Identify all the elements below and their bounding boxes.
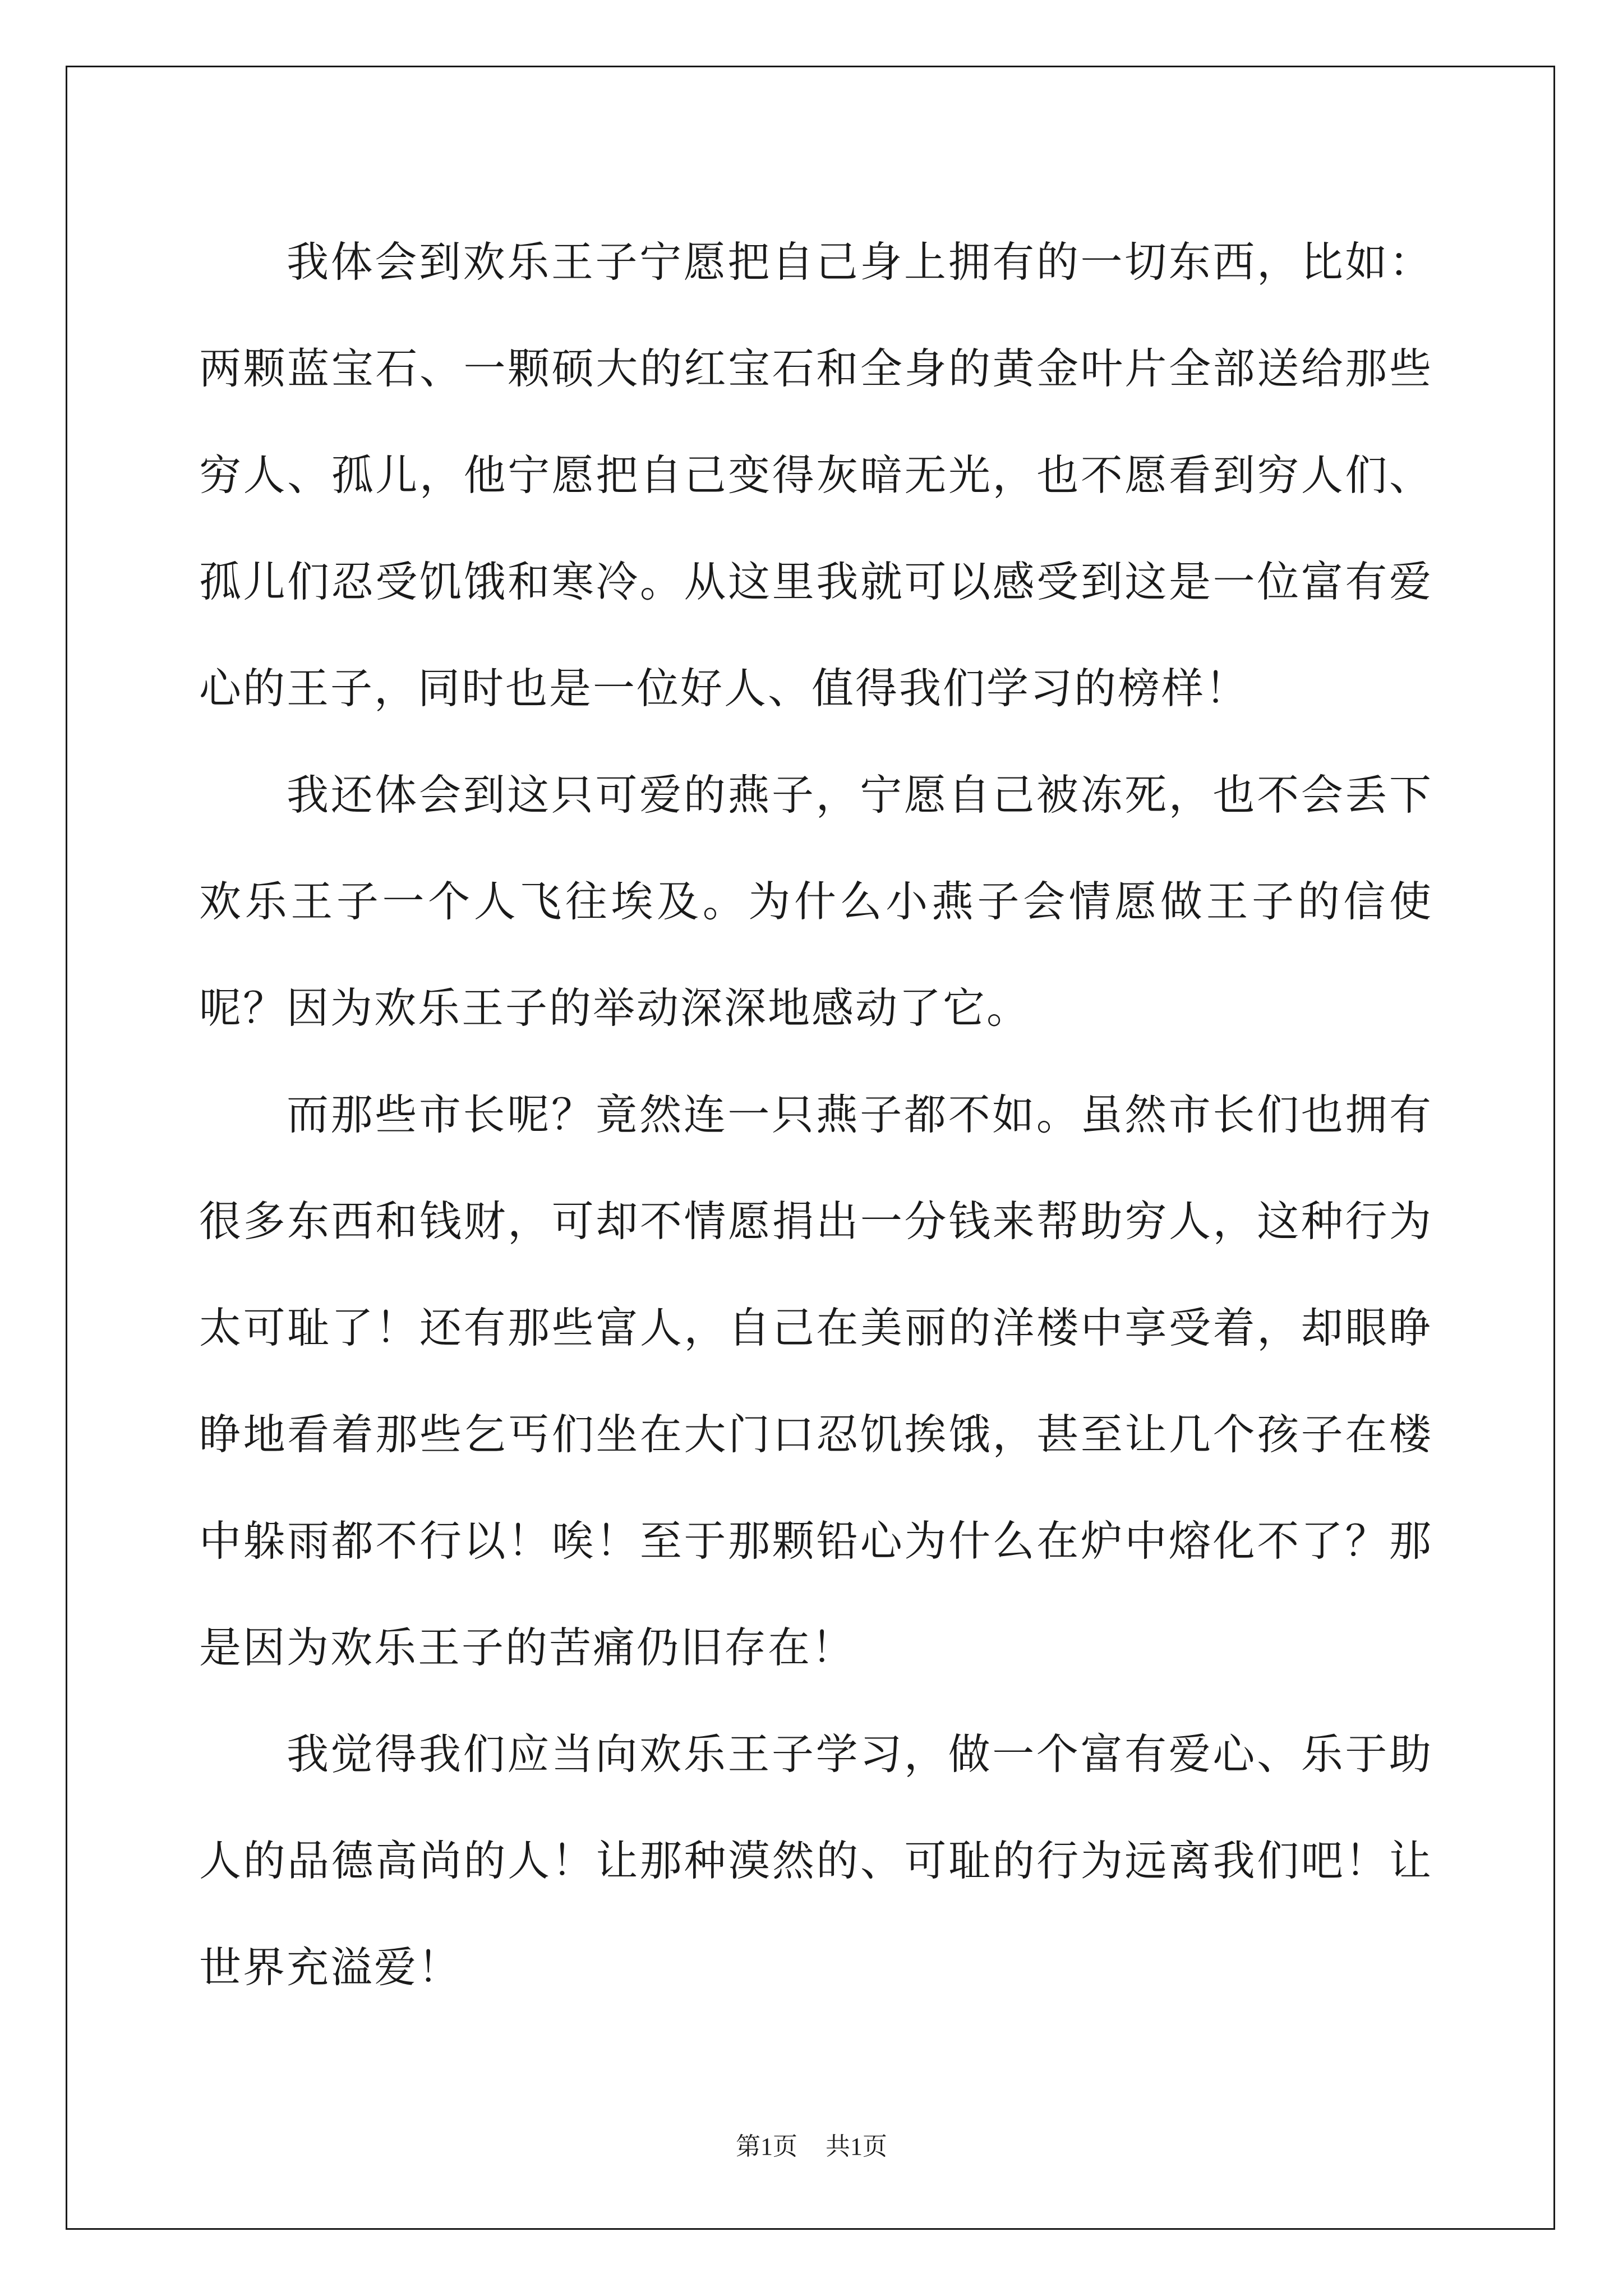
paragraph: 我还体会到这只可爱的燕子，宁愿自己被冻死，也不会丢下欢乐王子一个人飞往埃及。为什么小燕子会情愿做王子的信使呢？因为欢乐王子的举动深深地感动了它。 <box>199 770 1433 1033</box>
page-total: 共1页 <box>826 2133 887 2160</box>
paragraph: 我体会到欢乐王子宁愿把自己身上拥有的一切东西，比如：两颗蓝宝石、一颗硕大的红宝石和全身的黄金叶片全部送给那些穷人、孤儿，他宁愿把自己变得灰暗无光，也不愿看到穷人们、孤儿们忍受饥饿和寒冷。从这里我就可以感受到这是一位富有爱心的王子，同时也是一位好人、值得我们学习的榜样！ <box>199 237 1433 713</box>
page-footer <box>0 2126 1623 2162</box>
document-body <box>199 209 1433 2021</box>
page-number: 第1页 <box>736 2133 797 2160</box>
paragraph: 而那些市长呢？竟然连一只燕子都不如。虽然市长们也拥有很多东西和钱财，可却不情愿捐出一分钱来帮助穷人，这种行为太可耻了！还有那些富人，自己在美丽的洋楼中享受着，却眼睁睁地看着那些乞丐们坐在大门口忍饥挨饿，甚至让几个孩子在楼中躲雨都不行以！唉！至于那颗铅心为什么在炉中熔化不了？那是因为欢乐王子的苦痛仍旧存在！ <box>199 1090 1433 1672</box>
paragraph: 我觉得我们应当向欢乐王子学习，做一个富有爱心、乐于助人的品德高尚的人！让那种漠然的、可耻的行为远离我们吧！让世界充溢爱！ <box>199 1729 1433 1992</box>
